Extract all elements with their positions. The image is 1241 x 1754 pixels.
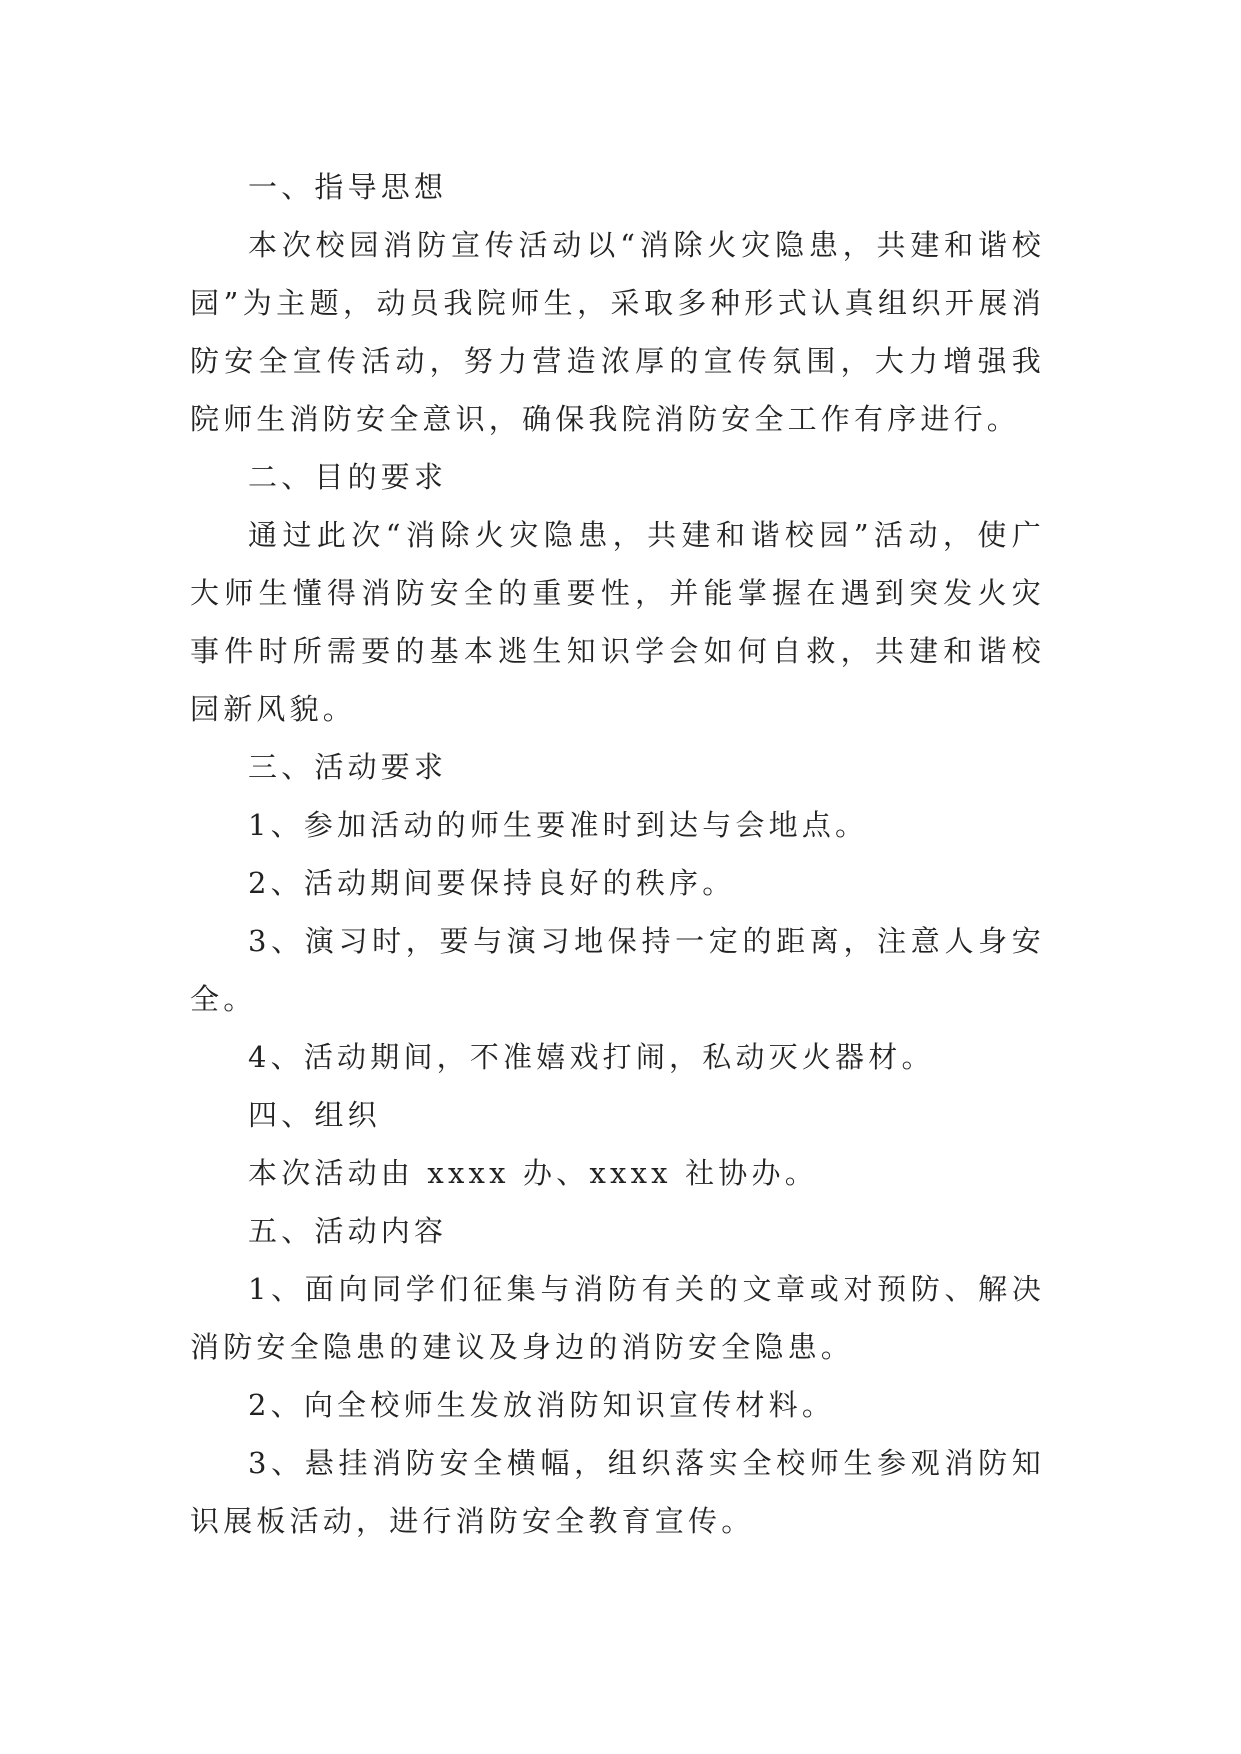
paragraph-guiding-ideology: 本次校园消防宣传活动以“消除火灾隐患，共建和谐校园”为主题，动员我院师生，采取多种形式认真组织开展消防安全宣传活动，努力营造浓厚的宣传氛围，大力增强我院师生消防安全意识，确保我院消防安全工作有序进行。 <box>190 228 1045 436</box>
section-heading-activity-requirements: 三、活动要求 <box>248 750 448 784</box>
content-item-3: 3、悬挂消防安全横幅，组织落实全校师生参观消防知识展板活动，进行消防安全教育宣传。 <box>190 1446 1045 1538</box>
section-heading-activity-content: 五、活动内容 <box>248 1214 448 1248</box>
section-heading-purpose: 二、目的要求 <box>248 460 448 494</box>
paragraph-organization: 本次活动由 xxxx 办、xxxx 社协办。 <box>248 1156 818 1190</box>
paragraph-purpose: 通过此次“消除火灾隐患，共建和谐校园”活动，使广大师生懂得消防安全的重要性，并能掌握在遇到突发火灾事件时所需要的基本逃生知识学会如何自救，共建和谐校园新风貌。 <box>190 518 1045 726</box>
content-item-2: 2、向全校师生发放消防知识宣传材料。 <box>248 1388 836 1422</box>
requirement-item-1: 1、参加活动的师生要准时到达与会地点。 <box>248 808 869 842</box>
requirement-item-4: 4、活动期间，不准嬉戏打闹，私动灭火器材。 <box>248 1040 935 1074</box>
requirement-item-2: 2、活动期间要保持良好的秩序。 <box>248 866 736 900</box>
document-body <box>190 158 1045 1550</box>
requirement-item-3: 3、演习时，要与演习地保持一定的距离，注意人身安全。 <box>190 924 1045 1016</box>
section-heading-organization: 四、组织 <box>248 1098 381 1132</box>
content-item-1: 1、面向同学们征集与消防有关的文章或对预防、解决消防安全隐患的建议及身边的消防安全隐患。 <box>190 1272 1045 1364</box>
section-heading-guiding-ideology: 一、指导思想 <box>248 170 448 204</box>
